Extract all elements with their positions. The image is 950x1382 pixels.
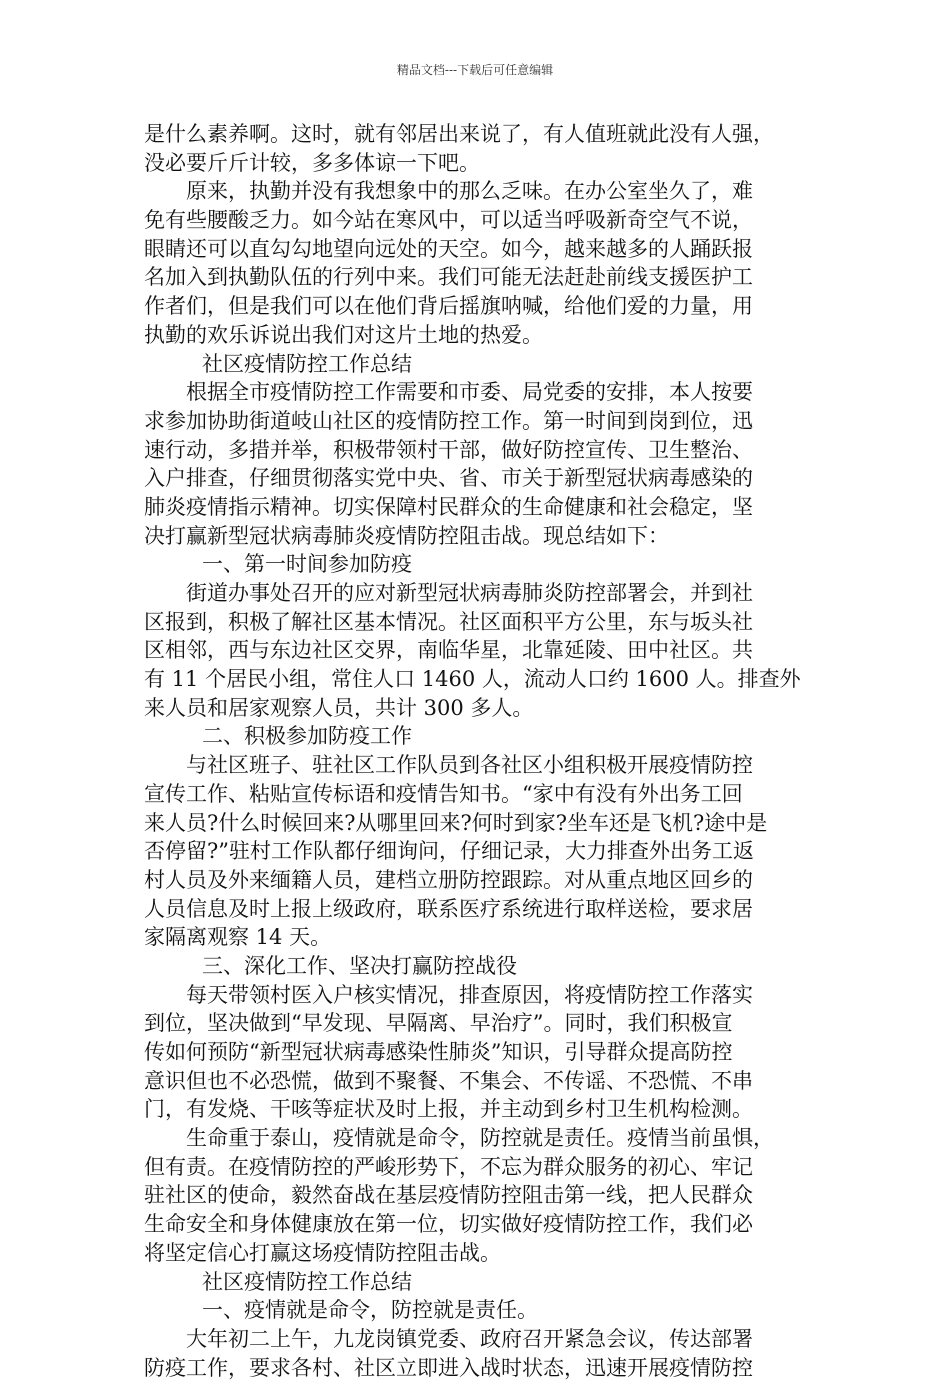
section-heading: 二、积极参加防疫工作: [202, 724, 412, 749]
paragraph-line: 但有责。在疫情防控的严峻形势下，不忘为群众服务的初心、牢记: [144, 1154, 753, 1179]
paragraph-line: 作者们，但是我们可以在他们背后摇旗呐喊，给他们爱的力量，用: [144, 294, 753, 319]
paragraph-line: 执勤的欢乐诉说出我们对这片土地的热爱。: [144, 322, 543, 347]
section-heading: 三、深化工作、坚决打赢防控战役: [202, 953, 517, 978]
paragraph-line: 有 11 个居民小组，常住人口 1460 人，流动人口约 1600 人。排查外: [144, 667, 801, 692]
paragraph-line: 防疫工作，要求各村、社区立即进入战时状态，迅速开展疫情防控: [144, 1355, 753, 1380]
paragraph-line: 区相邻，西与东边社区交界，南临华星，北靠延陵、田中社区。共: [144, 638, 753, 663]
paragraph-line: 驻社区的使命，毅然奋战在基层疫情防控阻击第一线，把人民群众: [144, 1183, 753, 1208]
paragraph-line: 意识但也不必恐慌，做到不聚餐、不集会、不传谣、不恐慌、不串: [144, 1068, 753, 1093]
paragraph-line: 决打赢新型冠状病毒肺炎疫情防控阻击战。现总结如下：: [144, 523, 669, 548]
paragraph-line: 肺炎疫情指示精神。切实保障村民群众的生命健康和社会稳定，坚: [144, 494, 753, 519]
paragraph-line: 宣传工作、粘贴宣传标语和疫情告知书。“家中有没有外出务工回: [144, 781, 743, 806]
paragraph-line: 眼睛还可以直勾勾地望向远处的天空。如今，越来越多的人踊跃报: [144, 236, 753, 261]
paragraph-line: 否停留?”驻村工作队都仔细询问，仔细记录，大力排查外出务工返: [144, 839, 754, 864]
paragraph-line: 求参加协助街道岐山社区的疫情防控工作。第一时间到岗到位，迅: [144, 408, 753, 433]
paragraph-line: 名加入到执勤队伍的行列中来。我们可能无法赶赴前线支援医护工: [144, 265, 753, 290]
paragraph-line: 每天带领村医入户核实情况，排查原因，将疫情防控工作落实: [186, 982, 753, 1007]
paragraph-line: 街道办事处召开的应对新型冠状病毒肺炎防控部署会，并到社: [186, 581, 753, 605]
paragraph-line: 生命安全和身体健康放在第一位，切实做好疫情防控工作，我们必: [144, 1212, 753, 1237]
paragraph-line: 家隔离观察 14 天。: [144, 925, 332, 950]
document-body: [144, 120, 812, 1382]
section-heading: 一、疫情就是命令，防控就是责任。: [202, 1298, 538, 1323]
paragraph-line: 来人员和居家观察人员，共计 300 多人。: [144, 695, 534, 720]
section-heading: 社区疫情防控工作总结: [202, 1269, 412, 1294]
paragraph-line: 门，有发烧、干咳等症状及时上报，并主动到乡村卫生机构检测。: [144, 1097, 753, 1122]
page-header: 精品文档---下载后可任意编辑: [396, 63, 554, 77]
paragraph-line: 原来，执勤并没有我想象中的那么乏味。在办公室坐久了，难: [186, 179, 753, 204]
paragraph-line: 根据全市疫情防控工作需要和市委、局党委的安排，本人按要: [186, 380, 753, 405]
paragraph-line: 是什么素养啊。这时，就有邻居出来说了，有人值班就此没有人强，: [144, 122, 774, 146]
paragraph-line: 传如何预防“新型冠状病毒感染性肺炎”知识，引导群众提高防控: [144, 1040, 733, 1064]
paragraph-line: 来人员?什么时候回来?从哪里回来?何时到家?坐车还是飞机?途中是: [144, 810, 768, 835]
paragraph-line: 与社区班子、驻社区工作队员到各社区小组积极开展疫情防控: [186, 753, 753, 778]
paragraph-line: 生命重于泰山，疫情就是命令，防控就是责任。疫情当前虽惧，: [186, 1126, 774, 1151]
paragraph-line: 区报到，积极了解社区基本情况。社区面积平方公里，东与坂头社: [144, 609, 753, 634]
paragraph-line: 人员信息及时上报上级政府，联系医疗系统进行取样送检，要求居: [144, 896, 753, 921]
section-heading: 社区疫情防控工作总结: [202, 351, 412, 376]
paragraph-line: 将坚定信心打赢这场疫情防控阻击战。: [144, 1240, 501, 1265]
paragraph-line: 没必要斤斤计较，多多体谅一下吧。: [144, 150, 480, 175]
paragraph-line: 村人员及外来缅籍人员，建档立册防控跟踪。对从重点地区回乡的: [144, 867, 753, 892]
paragraph-line: 入户排查，仔细贯彻落实党中央、省、市关于新型冠状病毒感染的: [144, 466, 753, 491]
paragraph-line: 到位，坚决做到“早发现、早隔离、早治疗”。同时，我们积极宣: [144, 1011, 733, 1036]
section-heading: 一、第一时间参加防疫: [202, 552, 412, 577]
paragraph-line: 大年初二上午，九龙岗镇党委、政府召开紧急会议，传达部署: [186, 1326, 753, 1351]
paragraph-line: 免有些腰酸乏力。如今站在寒风中，可以适当呼吸新奇空气不说，: [144, 208, 753, 233]
paragraph-line: 速行动，多措并举，积极带领村干部，做好防控宣传、卫生整治、: [144, 437, 753, 462]
